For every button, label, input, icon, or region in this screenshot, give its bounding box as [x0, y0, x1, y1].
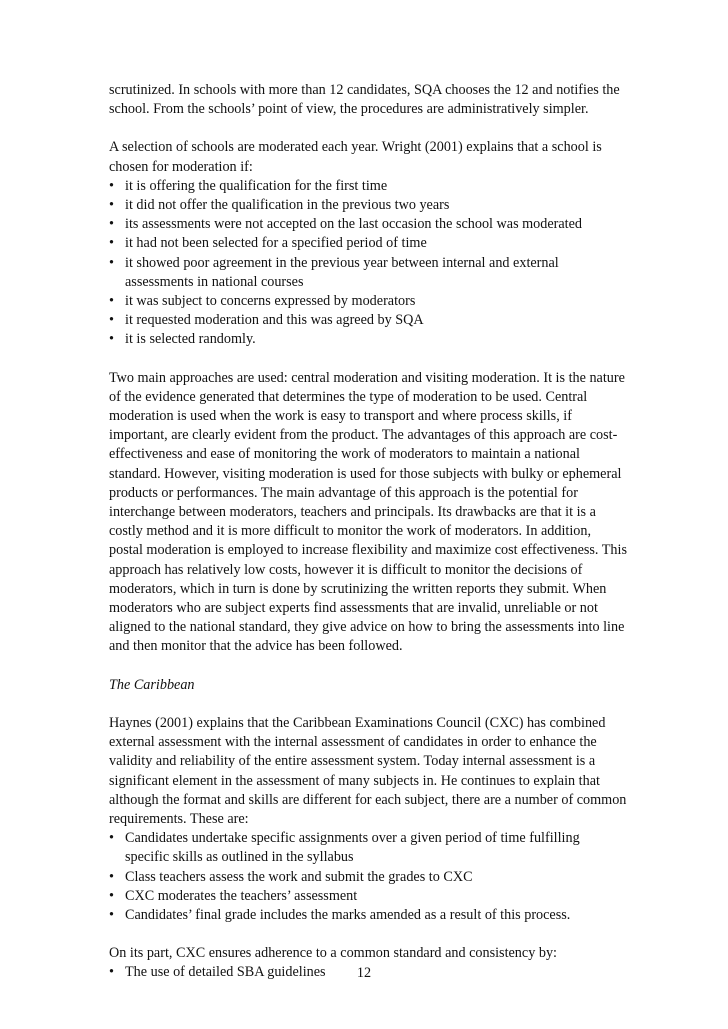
list-item: • it is offering the qualification for the first time — [109, 177, 627, 196]
list-item: • it is selected randomly. — [109, 330, 627, 349]
bullet-icon: • — [109, 293, 114, 310]
bullet-icon: • — [109, 177, 114, 194]
bullet-icon: • — [109, 235, 114, 252]
moderation-criteria-list — [109, 177, 627, 350]
paragraph-moderation-approaches: Two main approaches are used: central moderation and visiting moderation. It is the nature of the evidence generated that determines the type of moderation to be used. Central moderation is used when the work is easy to transport and where process skills, if important, are clearly evident from the product. The advantages of this approach are cost-effectiveness and ease of monitoring the work of moderators to maintain a national standard. However, visiting moderation is used for those subjects with bulky or ephemeral products or performances. The main advantage of this approach is the potential for interchange between moderators, teachers and principals. Its drawbacks are that it is a costly method and it is more difficult to monitor the work of moderators. In addition, postal moderation is employed to increase flexibility and maximize cost effectiveness. This approach has relatively low costs, however it is difficult to monitor the decisions of moderators, which in turn is done by scrutinizing the written reports they submit. When moderators who are subject experts find assessments that are invalid, unreliable or not aligned to the national standard, they give advice on how to bring the assessments into line and then monitor that the advice has been followed. — [109, 369, 627, 655]
list-item: • Candidates’ final grade includes the marks amended as a result of this process. — [109, 906, 627, 925]
paragraph-cxc-standards-intro: On its part, CXC ensures adherence to a common standard and consistency by: — [109, 945, 557, 962]
paragraph-caribbean-intro: Haynes (2001) explains that the Caribbean Examinations Council (CXC) has combined external assessment with the internal assessment of candidates in order to enhance the validity and reliability of the entire assessment system. Today internal assessment is a significant element in the assessment of many subjects in. He continues to explain that although the format and skills are different for each subject, there are a number of common requirements. These are: — [109, 714, 627, 827]
bullet-icon: • — [109, 964, 114, 981]
bullet-icon: • — [109, 830, 114, 847]
list-item: • it did not offer the qualification in the previous two years — [109, 196, 627, 215]
list-item: • CXC moderates the teachers’ assessment — [109, 887, 627, 906]
cxc-requirements-list — [109, 829, 627, 925]
bullet-icon: • — [109, 868, 114, 885]
bullet-icon: • — [109, 906, 114, 923]
page-number: 12 — [356, 965, 372, 981]
bullet-icon: • — [109, 887, 114, 904]
bullet-icon: • — [109, 254, 114, 271]
paragraph-sqa-procedures: scrutinized. In schools with more than 12 candidates, SQA chooses the 12 and notifies the school. From the schools’ point of view, the procedures are administratively simpler. — [109, 82, 620, 118]
list-item: • Class teachers assess the work and submit the grades to CXC — [109, 868, 627, 887]
list-item: • it showed poor agreement in the previous year between internal and external assessments in national courses — [109, 254, 559, 290]
bullet-icon: • — [109, 331, 114, 348]
paragraph-selection-intro: A selection of schools are moderated each year. Wright (2001) explains that a school is chosen for moderation if: — [109, 139, 602, 175]
section-heading: The Caribbean — [109, 676, 195, 693]
list-item: • it was subject to concerns expressed by moderators — [109, 292, 627, 311]
bullet-icon: • — [109, 197, 114, 214]
bullet-icon: • — [109, 216, 114, 233]
list-item: • it had not been selected for a specified period of time — [109, 234, 627, 253]
list-item: • The use of detailed SBA guidelines — [109, 963, 627, 982]
list-item: • its assessments were not accepted on the last occasion the school was moderated — [109, 215, 627, 234]
list-item: • it requested moderation and this was agreed by SQA — [109, 311, 627, 330]
list-item: • Candidates undertake specific assignments over a given period of time fulfilling specific skills as outlined in the syllabus — [109, 830, 580, 866]
bullet-icon: • — [109, 312, 114, 329]
document-body — [109, 81, 627, 1002]
